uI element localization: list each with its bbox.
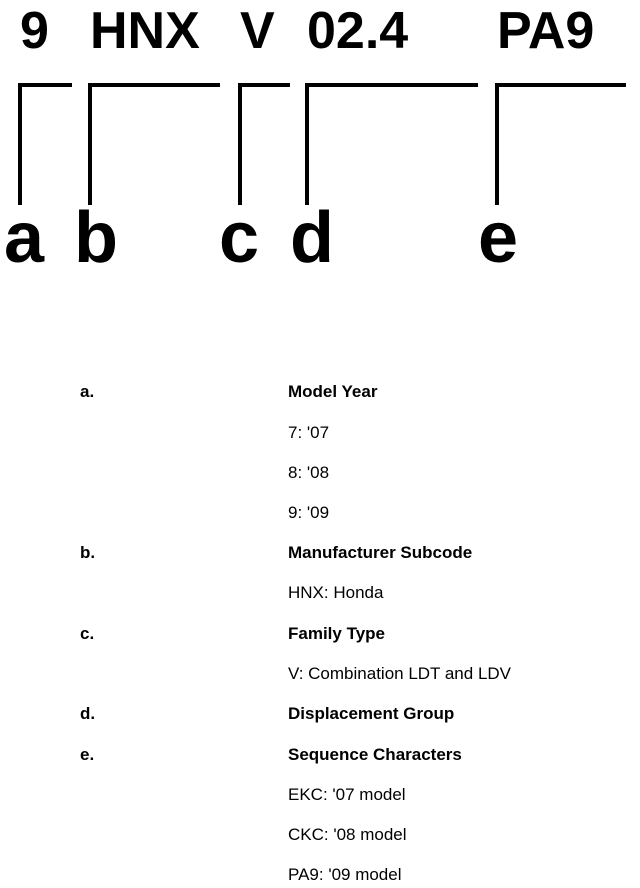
legend-key: e.	[80, 745, 95, 764]
legend-value: 7: '07	[288, 423, 330, 442]
legend-key: a.	[80, 382, 95, 401]
legend-heading: Family Type	[288, 624, 385, 643]
legend-value: CKC: '08 model	[288, 825, 407, 844]
connector-line-d	[307, 85, 478, 205]
legend-item	[0, 744, 640, 766]
connector-line-b	[90, 85, 220, 205]
legend-heading: Displacement Group	[288, 704, 455, 723]
code-part-year: 9	[20, 2, 49, 60]
legend-item	[0, 703, 640, 725]
legend-heading: Model Year	[288, 382, 378, 401]
connector-line-c	[240, 85, 290, 205]
code-part-displacement-group: 02.4	[307, 2, 409, 60]
legend-value-row	[0, 422, 640, 444]
callout-letter-d: d	[290, 198, 334, 278]
legend-heading: Sequence Characters	[288, 745, 462, 764]
legend-value: HNX: Honda	[288, 583, 384, 602]
legend-key: b.	[80, 543, 96, 562]
code-part-manufacturer-subcode: HNX	[90, 2, 200, 60]
legend-item	[0, 623, 640, 645]
legend-value: 9: '09	[288, 503, 330, 522]
legend-value: PA9: '09 model	[288, 865, 402, 884]
legend-value-row	[0, 824, 640, 846]
legend-heading: Manufacturer Subcode	[288, 543, 473, 562]
legend-value: EKC: '07 model	[288, 785, 406, 804]
callout-letter-b: b	[74, 198, 118, 278]
legend-value-row	[0, 784, 640, 806]
legend-value: V: Combination LDT and LDV	[288, 664, 512, 683]
callout-letter-e: e	[478, 198, 519, 278]
legend-item	[0, 381, 640, 403]
legend-value-row	[0, 582, 640, 604]
connector-line-a	[20, 85, 72, 205]
legend-key: d.	[80, 704, 96, 723]
legend-key: c.	[80, 624, 95, 643]
legend-value-row	[0, 663, 640, 685]
code-breakdown-diagram	[0, 0, 640, 300]
code-part-sequence-characters: PA9	[497, 2, 595, 60]
callout-letter-c: c	[219, 198, 260, 278]
connector-line-e	[497, 85, 626, 205]
code-part-family-type: V	[240, 2, 275, 60]
legend-value-row	[0, 462, 640, 484]
legend-value: 8: '08	[288, 463, 330, 482]
callout-letter-a: a	[4, 198, 45, 278]
legend-value-row	[0, 502, 640, 524]
legend-item	[0, 542, 640, 564]
legend-value-row	[0, 864, 640, 886]
